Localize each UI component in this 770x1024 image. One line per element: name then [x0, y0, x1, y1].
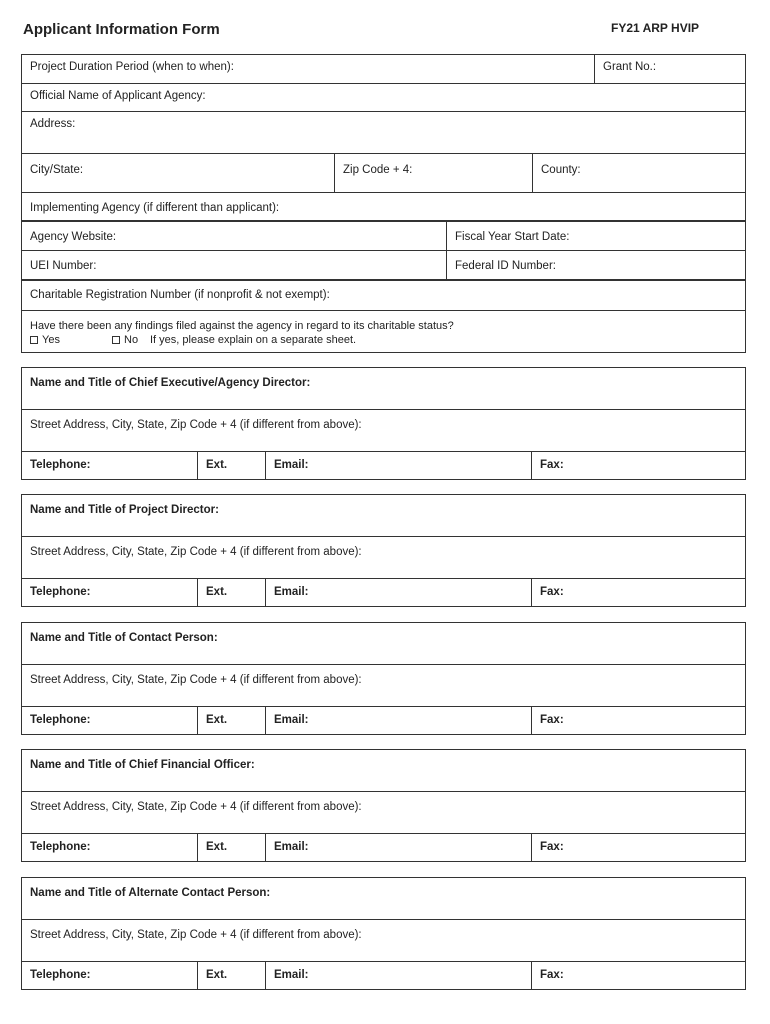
contact-email-field[interactable]: Email: — [265, 834, 531, 861]
contact-ext-field[interactable]: Ext. — [197, 707, 265, 734]
contact-section-3 — [21, 622, 746, 735]
applicant-info-box — [21, 54, 746, 353]
explain-note: If yes, please explain on a separate sheet. — [150, 334, 357, 346]
contact-name-title-field[interactable]: Name and Title of Project Director: — [30, 504, 219, 516]
contact-email-field[interactable]: Email: — [265, 707, 531, 734]
city-row — [22, 154, 745, 193]
no-checkbox[interactable] — [112, 336, 120, 344]
findings-row — [22, 311, 745, 352]
contact-section-4 — [21, 749, 746, 862]
contact-fax-field[interactable]: Fax: — [531, 834, 747, 861]
contact-ext-field[interactable]: Ext. — [197, 452, 265, 479]
findings-field — [22, 311, 747, 352]
uei-row — [22, 251, 745, 281]
address-row — [22, 112, 745, 154]
charitable-row — [22, 281, 745, 311]
contact-section-1 — [21, 367, 746, 480]
contact-email-field[interactable]: Email: — [265, 579, 531, 606]
implementing-row — [22, 193, 745, 222]
contact-ext-field[interactable]: Ext. — [197, 834, 265, 861]
contact-name-title-field[interactable]: Name and Title of Contact Person: — [30, 632, 218, 644]
grant-field[interactable]: Grant No.: — [594, 55, 747, 83]
contact-email-field[interactable]: Email: — [265, 962, 531, 989]
contact-name-title-field[interactable]: Name and Title of Chief Executive/Agency Director: — [30, 377, 311, 389]
contact-street-field[interactable]: Street Address, City, State, Zip Code + 4 (if different from above): — [30, 801, 362, 813]
uei-field[interactable]: UEI Number: — [30, 260, 97, 272]
contact-street-field[interactable]: Street Address, City, State, Zip Code + 4 (if different from above): — [30, 546, 362, 558]
form-title: Applicant Information Form — [23, 21, 220, 38]
contact-telephone-field[interactable]: Telephone: — [30, 969, 91, 981]
contact-fax-field[interactable]: Fax: — [531, 452, 747, 479]
contact-street-field[interactable]: Street Address, City, State, Zip Code + 4 (if different from above): — [30, 419, 362, 431]
contact-street-field[interactable]: Street Address, City, State, Zip Code + 4 (if different from above): — [30, 929, 362, 941]
website-row — [22, 222, 745, 251]
contact-telephone-field[interactable]: Telephone: — [30, 459, 91, 471]
official-name-field[interactable]: Official Name of Applicant Agency: — [30, 90, 206, 102]
county-field[interactable]: County: — [532, 154, 747, 192]
contact-street-field[interactable]: Street Address, City, State, Zip Code + 4 (if different from above): — [30, 674, 362, 686]
contact-ext-field[interactable]: Ext. — [197, 962, 265, 989]
contact-name-title-field[interactable]: Name and Title of Chief Financial Officer: — [30, 759, 255, 771]
contact-fax-field[interactable]: Fax: — [531, 962, 747, 989]
zip-field[interactable]: Zip Code + 4: — [334, 154, 532, 192]
contact-email-field[interactable]: Email: — [265, 452, 531, 479]
no-label: No — [124, 334, 139, 346]
duration-field[interactable]: Project Duration Period (when to when): — [30, 61, 234, 73]
yes-label: Yes — [42, 334, 60, 346]
contact-fax-field[interactable]: Fax: — [531, 579, 747, 606]
form-code: FY21 ARP HVIP — [611, 21, 700, 35]
contact-ext-field[interactable]: Ext. — [197, 579, 265, 606]
fiscal-year-field[interactable]: Fiscal Year Start Date: — [446, 222, 747, 250]
contact-name-title-field[interactable]: Name and Title of Alternate Contact Person: — [30, 887, 271, 899]
address-field[interactable]: Address: — [30, 118, 76, 130]
charitable-field[interactable]: Charitable Registration Number (if nonprofit & not exempt): — [30, 289, 330, 301]
contact-section-2 — [21, 494, 746, 607]
duration-row — [22, 55, 745, 84]
contact-fax-field[interactable]: Fax: — [531, 707, 747, 734]
implementing-agency-field[interactable]: Implementing Agency (if different than applicant): — [30, 202, 280, 214]
contact-section-5 — [21, 877, 746, 990]
contact-telephone-field[interactable]: Telephone: — [30, 841, 91, 853]
contact-telephone-field[interactable]: Telephone: — [30, 586, 91, 598]
contact-telephone-field[interactable]: Telephone: — [30, 714, 91, 726]
findings-question: Have there been any findings filed against the agency in regard to its charitable status? — [30, 320, 454, 332]
yes-checkbox[interactable] — [30, 336, 38, 344]
official-name-row — [22, 84, 745, 112]
federal-id-field[interactable]: Federal ID Number: — [446, 251, 747, 279]
website-field[interactable]: Agency Website: — [30, 231, 117, 243]
city-state-field[interactable]: City/State: — [30, 164, 84, 176]
